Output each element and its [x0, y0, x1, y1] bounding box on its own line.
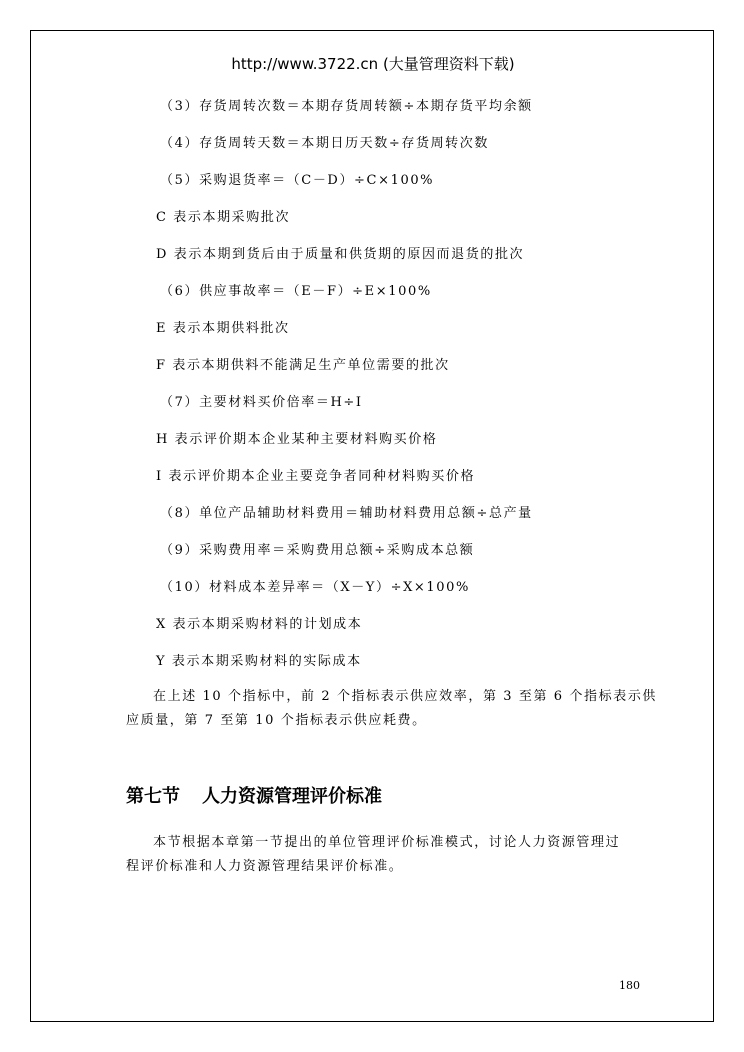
summary-paragraph-line-1: 在上述 10 个指标中，前 2 个指标表示供应效率，第 3 至第 6 个指标表示供 — [153, 689, 658, 704]
section-heading — [126, 782, 382, 808]
formula-line-5: （5）采购退货率＝（C－D）÷C×100% — [160, 173, 435, 188]
definition-e: E 表示本期供料批次 — [156, 321, 290, 336]
formula-line-7: （7）主要材料买价倍率＝H÷I — [160, 395, 363, 410]
definition-c: C 表示本期采购批次 — [156, 210, 291, 225]
summary-paragraph-line-2: 应质量，第 7 至第 10 个指标表示供应耗费。 — [126, 713, 427, 728]
section-number: 第七节 — [126, 786, 180, 807]
header-url: http://www.3722.cn (大量管理资料下载) — [231, 55, 515, 73]
definition-f: F 表示本期供料不能满足生产单位需要的批次 — [156, 358, 450, 373]
formula-line-6: （6）供应事故率＝（E－F）÷E×100% — [160, 284, 432, 299]
formula-line-10: （10）材料成本差异率＝（X－Y）÷X×100% — [160, 580, 470, 595]
formula-line-8: （8）单位产品辅助材料费用＝辅助材料费用总额÷总产量 — [160, 506, 533, 521]
definition-x: X 表示本期采购材料的计划成本 — [156, 617, 363, 632]
formula-line-3: （3）存货周转次数＝本期存货周转额÷本期存货平均余额 — [160, 99, 533, 114]
section-paragraph-line-1: 本节根据本章第一节提出的单位管理评价标准模式，讨论人力资源管理过 — [153, 835, 621, 850]
section-paragraph-line-2: 程评价标准和人力资源管理结果评价标准。 — [126, 859, 404, 874]
definition-y: Y 表示本期采购材料的实际成本 — [156, 654, 362, 669]
definition-i: I 表示评价期本企业主要竞争者同种材料购买价格 — [156, 469, 476, 484]
definition-h: H 表示评价期本企业某种主要材料购买价格 — [156, 432, 438, 447]
formula-line-9: （9）采购费用率＝采购费用总额÷采购成本总额 — [160, 543, 475, 558]
formula-line-4: （4）存货周转天数＝本期日历天数÷存货周转次数 — [160, 136, 489, 151]
section-title: 人力资源管理评价标准 — [202, 786, 382, 807]
page-number: 180 — [619, 979, 640, 992]
page-frame — [30, 30, 714, 1022]
definition-d: D 表示本期到货后由于质量和供货期的原因而退货的批次 — [156, 247, 525, 262]
